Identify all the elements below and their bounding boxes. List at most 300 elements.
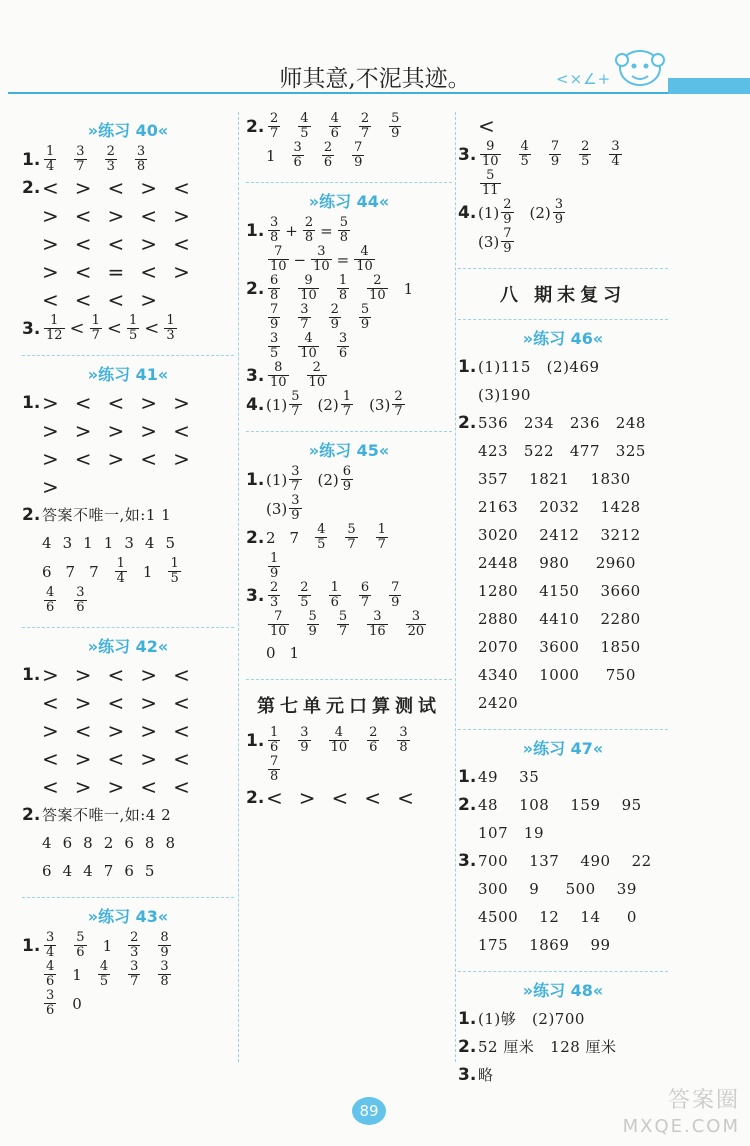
answer-text: 1280 4150 3660	[478, 582, 641, 600]
exercise-number: 2.	[246, 278, 265, 299]
comparison-symbol: >	[140, 419, 158, 443]
comparison-symbol: >	[140, 232, 158, 256]
section-divider	[22, 897, 234, 898]
fraction	[268, 726, 280, 755]
exercise-line	[22, 145, 234, 174]
numerator: 5	[338, 609, 348, 624]
comparison-symbol: <	[173, 691, 190, 715]
denominator: 4	[46, 159, 55, 174]
fraction	[367, 726, 379, 755]
fraction	[480, 140, 501, 169]
exercise-line	[458, 493, 668, 521]
exercise-line	[458, 381, 668, 409]
answer-item	[404, 610, 429, 639]
comparison-symbol: <	[107, 176, 125, 200]
exercise-line	[22, 829, 234, 857]
comparison-symbol: <	[69, 317, 85, 339]
answer-item	[365, 610, 390, 639]
answer-item	[365, 274, 390, 303]
denominator: 7	[347, 537, 356, 552]
answer-item	[478, 169, 503, 198]
answer-item	[365, 726, 381, 755]
denominator: 6	[46, 1003, 55, 1018]
exercise-number: 1.	[458, 767, 477, 787]
fraction	[337, 332, 349, 361]
numerator: 1	[116, 556, 125, 571]
denominator: 7	[130, 974, 139, 989]
section-divider	[22, 627, 234, 628]
fraction	[289, 494, 301, 523]
comparison-symbol: >	[42, 719, 59, 743]
fraction	[105, 145, 117, 174]
numerator: 3	[76, 144, 85, 159]
exercise-line	[22, 586, 234, 615]
answer-column-2	[246, 112, 452, 812]
denominator: 5	[581, 154, 590, 169]
operator: −	[293, 250, 307, 269]
answer-text: 2880 4410 2280	[478, 610, 641, 628]
numerator: 4	[334, 725, 343, 740]
numerator: 1	[46, 144, 55, 159]
exercise-line	[22, 445, 234, 473]
comparison-symbol: >	[140, 747, 158, 771]
exercise-number: 3.	[246, 585, 265, 606]
comparison-symbol: <	[42, 691, 59, 715]
answer-row	[266, 361, 343, 390]
exercise-line	[246, 216, 452, 245]
answer-row	[266, 390, 421, 419]
answer-text: 略	[478, 1066, 494, 1084]
fraction	[359, 112, 371, 141]
numerator: 1	[330, 580, 339, 595]
fraction	[501, 198, 513, 227]
comparison-symbol: <	[106, 317, 123, 339]
exercise-line	[22, 230, 234, 258]
watermark-logo: 答案圈 MXQE.COM	[622, 1088, 740, 1137]
answer-item	[357, 581, 373, 610]
denominator: 9	[503, 241, 512, 256]
numerator: 1	[50, 313, 59, 328]
denominator: 5	[129, 328, 138, 343]
fraction	[406, 610, 427, 639]
answer-row	[266, 523, 404, 552]
numerator: 3	[611, 139, 620, 154]
answer-item	[547, 140, 563, 169]
numerator: 2	[373, 273, 382, 288]
answer-item	[335, 332, 351, 361]
denominator: 12	[46, 328, 63, 343]
denominator: 3	[270, 595, 279, 610]
denominator: 7	[91, 328, 100, 343]
numerator: 7	[270, 754, 279, 769]
comparison-symbol: <	[74, 447, 92, 471]
denominator: 6	[270, 740, 279, 755]
comparison-symbol: <	[42, 288, 59, 312]
answer-row	[266, 755, 296, 784]
section-title: »练习 42«	[87, 637, 169, 656]
denominator: 7	[377, 537, 386, 552]
exercise-number: 3.	[458, 851, 477, 871]
exercise-number: 3.	[458, 144, 477, 165]
comparison-symbol: >	[140, 391, 158, 415]
numerator: 1	[342, 389, 352, 404]
fraction	[367, 610, 388, 639]
answer-item	[607, 140, 623, 169]
exercise-number: 2.	[458, 413, 477, 433]
exercise-number: 4.	[458, 202, 477, 223]
exercise-number: 2.	[22, 805, 41, 825]
answer-text: (1)够 (2)700	[478, 1010, 585, 1028]
fraction	[128, 931, 140, 960]
numerator: 4	[317, 522, 326, 537]
answer-item: 7	[89, 562, 99, 581]
fraction	[44, 989, 56, 1018]
exercise-line	[246, 274, 452, 303]
exercise-line	[246, 303, 452, 332]
denominator: 20	[407, 624, 425, 639]
comparison-symbol: >	[298, 786, 316, 810]
numerator: 7	[274, 609, 283, 624]
denominator: 6	[293, 155, 302, 170]
denominator: 9	[354, 155, 363, 170]
answer-text: 2163 2032 1428	[478, 498, 641, 516]
exercise-number: 1.	[22, 393, 41, 413]
numerator: 1	[338, 273, 348, 288]
comparison-symbol: <	[107, 288, 125, 312]
exercise-number: 2.	[22, 505, 41, 525]
answer-text: 4340 1000 750	[478, 666, 636, 684]
answer-item: 6	[42, 562, 52, 581]
fraction	[329, 726, 350, 755]
answer-item	[305, 361, 330, 390]
answer-item	[266, 726, 282, 755]
exercise-line	[458, 112, 668, 140]
comparison-symbol: <	[331, 786, 349, 810]
exercise-line	[458, 577, 668, 605]
exercise-line	[246, 784, 452, 812]
section-title: »练习 46«	[522, 329, 604, 348]
answer-item: 7	[65, 562, 76, 581]
comparison-symbol: >	[74, 663, 92, 687]
denominator: 7	[360, 595, 370, 610]
numerator: 5	[360, 302, 370, 317]
fraction	[268, 552, 280, 581]
answer-item	[166, 557, 182, 586]
section-divider	[458, 971, 668, 972]
denominator: 5	[270, 346, 279, 361]
answer-item: 0	[72, 994, 82, 1013]
fraction	[322, 141, 334, 170]
exercise-line	[246, 726, 452, 755]
numerator: 1	[270, 725, 279, 740]
answer-item: 1	[289, 644, 300, 662]
answer-item	[517, 140, 533, 169]
answer-item	[266, 755, 282, 784]
denominator: 9	[291, 508, 300, 523]
denominator: 8	[304, 230, 314, 245]
numerator: 2	[312, 360, 321, 375]
exercise-line	[246, 390, 452, 419]
exercise-line	[22, 857, 234, 885]
answer-item: 1	[102, 936, 113, 955]
denominator: 7	[394, 404, 403, 419]
answer-item	[374, 523, 390, 552]
fraction	[352, 141, 364, 170]
sub-label: (3)	[266, 499, 288, 518]
numerator: 2	[323, 140, 333, 155]
answer-item: 1	[266, 146, 276, 165]
answer-item	[335, 274, 351, 303]
exercise-number: 3.	[458, 1065, 477, 1085]
fraction	[135, 145, 147, 174]
answer-item	[156, 931, 172, 960]
fraction	[164, 314, 176, 343]
fraction	[307, 610, 319, 639]
exercise-line	[22, 202, 234, 230]
denominator: 10	[308, 375, 326, 390]
answer-row	[478, 112, 511, 140]
comparison-symbol: <	[42, 747, 59, 771]
denominator: 6	[76, 945, 85, 960]
answer-row	[266, 610, 442, 639]
exercise-number: 2.	[458, 1037, 477, 1057]
fraction	[268, 755, 280, 784]
fraction	[549, 140, 561, 169]
denominator: 9	[270, 317, 279, 332]
denominator: 10	[330, 740, 348, 755]
exercise-line	[458, 227, 668, 256]
answer-row	[266, 784, 430, 812]
answer-item	[296, 274, 321, 303]
denominator: 5	[520, 154, 529, 169]
comparison-symbol: <	[140, 260, 158, 284]
numerator: 4	[520, 139, 529, 154]
answer-row	[42, 258, 206, 286]
exercise-number: 2.	[246, 116, 265, 137]
answer-item	[577, 140, 593, 169]
fraction	[268, 581, 280, 610]
answer-text: 300 9 500 39	[478, 880, 637, 898]
answer-item	[357, 303, 373, 332]
fraction	[74, 586, 86, 615]
answer-item	[266, 465, 304, 494]
denominator: 8	[270, 230, 279, 245]
denominator: 6	[330, 126, 339, 141]
answer-row	[266, 465, 369, 494]
denominator: 10	[369, 288, 386, 303]
comparison-symbol: >	[173, 391, 190, 415]
answer-text: 700 137 490 22	[478, 852, 652, 870]
answer-item	[103, 145, 119, 174]
sub-label: (2)	[317, 470, 339, 489]
sub-label: (1)	[478, 203, 500, 222]
fraction	[127, 314, 139, 343]
answer-row	[42, 417, 206, 445]
comparison-symbol: <	[144, 317, 160, 339]
section-title: 八 期末复习	[499, 285, 627, 306]
exercise-line	[22, 174, 234, 202]
denominator: 8	[399, 740, 408, 755]
fraction	[389, 112, 401, 141]
numerator: 7	[274, 244, 283, 259]
denominator: 9	[554, 212, 564, 227]
fraction	[268, 245, 289, 274]
denominator: 10	[313, 259, 330, 274]
numerator: 7	[503, 226, 512, 241]
comparison-symbol: <	[74, 288, 92, 312]
numerator: 3	[76, 585, 85, 600]
answer-item	[42, 960, 58, 989]
denominator: 3	[106, 159, 115, 174]
answer-text: 4 6 8 2 6 8 8	[42, 834, 176, 852]
section-title: 第七单元口算测试	[257, 696, 441, 717]
answer-row	[42, 230, 206, 258]
fraction	[44, 931, 56, 960]
exercise-number: 1.	[246, 730, 265, 751]
denominator: 9	[330, 317, 339, 332]
numerator: 2	[300, 580, 309, 595]
denominator: 10	[356, 259, 373, 274]
exercise-line	[246, 523, 452, 552]
fraction	[268, 332, 280, 361]
exercise-line	[22, 773, 234, 801]
numerator: 5	[347, 522, 356, 537]
exercise-line	[246, 639, 452, 667]
denominator: 7	[342, 404, 352, 419]
denominator: 4	[46, 945, 55, 960]
answer-row	[266, 332, 365, 361]
exercise-line	[458, 689, 668, 717]
exercise-line	[22, 689, 234, 717]
fraction	[115, 557, 127, 586]
fraction	[298, 303, 310, 332]
exercise-line	[246, 552, 452, 581]
denominator: 6	[46, 974, 55, 989]
equation-row	[266, 245, 377, 274]
fraction	[268, 216, 280, 245]
denominator: 7	[270, 126, 279, 141]
math-symbols-decoration: <×∠+	[556, 70, 612, 88]
fraction	[519, 140, 531, 169]
answer-item	[296, 112, 312, 141]
answer-item	[133, 145, 149, 174]
comparison-symbol: >	[107, 775, 125, 799]
section-divider	[246, 679, 452, 680]
comparison-symbol: >	[42, 204, 59, 228]
denominator: 6	[369, 740, 378, 755]
denominator: 3	[130, 945, 139, 960]
comparison-symbol: >	[140, 288, 158, 312]
fraction	[298, 274, 319, 303]
answer-row	[42, 314, 179, 343]
exercise-number: 1.	[22, 149, 41, 170]
exercise-line	[22, 557, 234, 586]
section-title: »练习 48«	[522, 981, 604, 1000]
numerator: 2	[106, 144, 115, 159]
answer-item	[357, 112, 373, 141]
fraction	[292, 141, 304, 170]
answer-text: 175 1869 99	[478, 936, 611, 954]
comparison-symbol: >	[140, 663, 158, 687]
answer-item	[335, 610, 351, 639]
comparison-symbol: <	[107, 391, 125, 415]
comparison-symbol: <	[42, 775, 59, 799]
section-divider	[22, 355, 234, 356]
answer-text: 107 19	[478, 824, 545, 842]
answer-item	[72, 145, 88, 174]
exercise-line	[458, 1033, 668, 1061]
numerator: 1	[377, 522, 386, 537]
comparison-symbol: >	[140, 176, 158, 200]
section-divider	[246, 431, 452, 432]
fraction	[341, 390, 353, 419]
denominator: 8	[160, 974, 169, 989]
answer-row	[42, 389, 206, 417]
fraction	[397, 726, 409, 755]
exercise-line	[22, 717, 234, 745]
exercise-line	[458, 763, 668, 791]
exercise-number: 1.	[458, 1009, 477, 1029]
answer-row	[266, 552, 296, 581]
numerator: 6	[270, 273, 279, 288]
fraction	[311, 245, 332, 274]
fraction	[44, 960, 56, 989]
fraction	[90, 314, 102, 343]
answer-item	[395, 726, 411, 755]
exercise-line	[22, 661, 234, 689]
answer-row	[478, 140, 638, 169]
answer-row	[42, 445, 206, 473]
answer-row	[42, 745, 206, 773]
exercise-line	[458, 140, 668, 169]
numerator: 3	[317, 244, 326, 259]
answer-row	[266, 112, 417, 141]
denominator: 5	[300, 126, 309, 141]
answer-text: 2070 3600 1850	[478, 638, 641, 656]
numerator: 7	[354, 140, 363, 155]
numerator: 3	[399, 725, 408, 740]
denominator: 8	[136, 159, 146, 174]
answer-text: 4 3 1 1 3 4 5	[42, 534, 176, 552]
fraction	[168, 557, 180, 586]
answer-text: 536 234 236 248	[478, 414, 646, 432]
numerator: 5	[291, 389, 300, 404]
answer-row	[266, 494, 318, 523]
numerator: 8	[160, 930, 169, 945]
comparison-symbol: >	[173, 204, 190, 228]
comparison-symbol: >	[107, 719, 125, 743]
answer-item	[266, 552, 282, 581]
numerator: 6	[342, 464, 352, 479]
comparison-symbol: <	[107, 232, 125, 256]
denominator: 7	[300, 317, 309, 332]
denominator: 10	[300, 346, 317, 361]
denominator: 9	[270, 566, 279, 581]
fraction	[329, 112, 341, 141]
exercise-line	[246, 581, 452, 610]
fraction	[501, 227, 513, 256]
comparison-symbol: <	[173, 232, 190, 256]
answer-item	[96, 960, 112, 989]
numerator: 7	[550, 139, 560, 154]
comparison-symbol: <	[74, 232, 92, 256]
numerator: 2	[394, 389, 403, 404]
comparison-symbol: <	[173, 419, 190, 443]
comparison-symbol: <	[173, 176, 190, 200]
comparison-symbol: >	[107, 419, 125, 443]
fraction	[392, 390, 404, 419]
fraction	[359, 581, 371, 610]
